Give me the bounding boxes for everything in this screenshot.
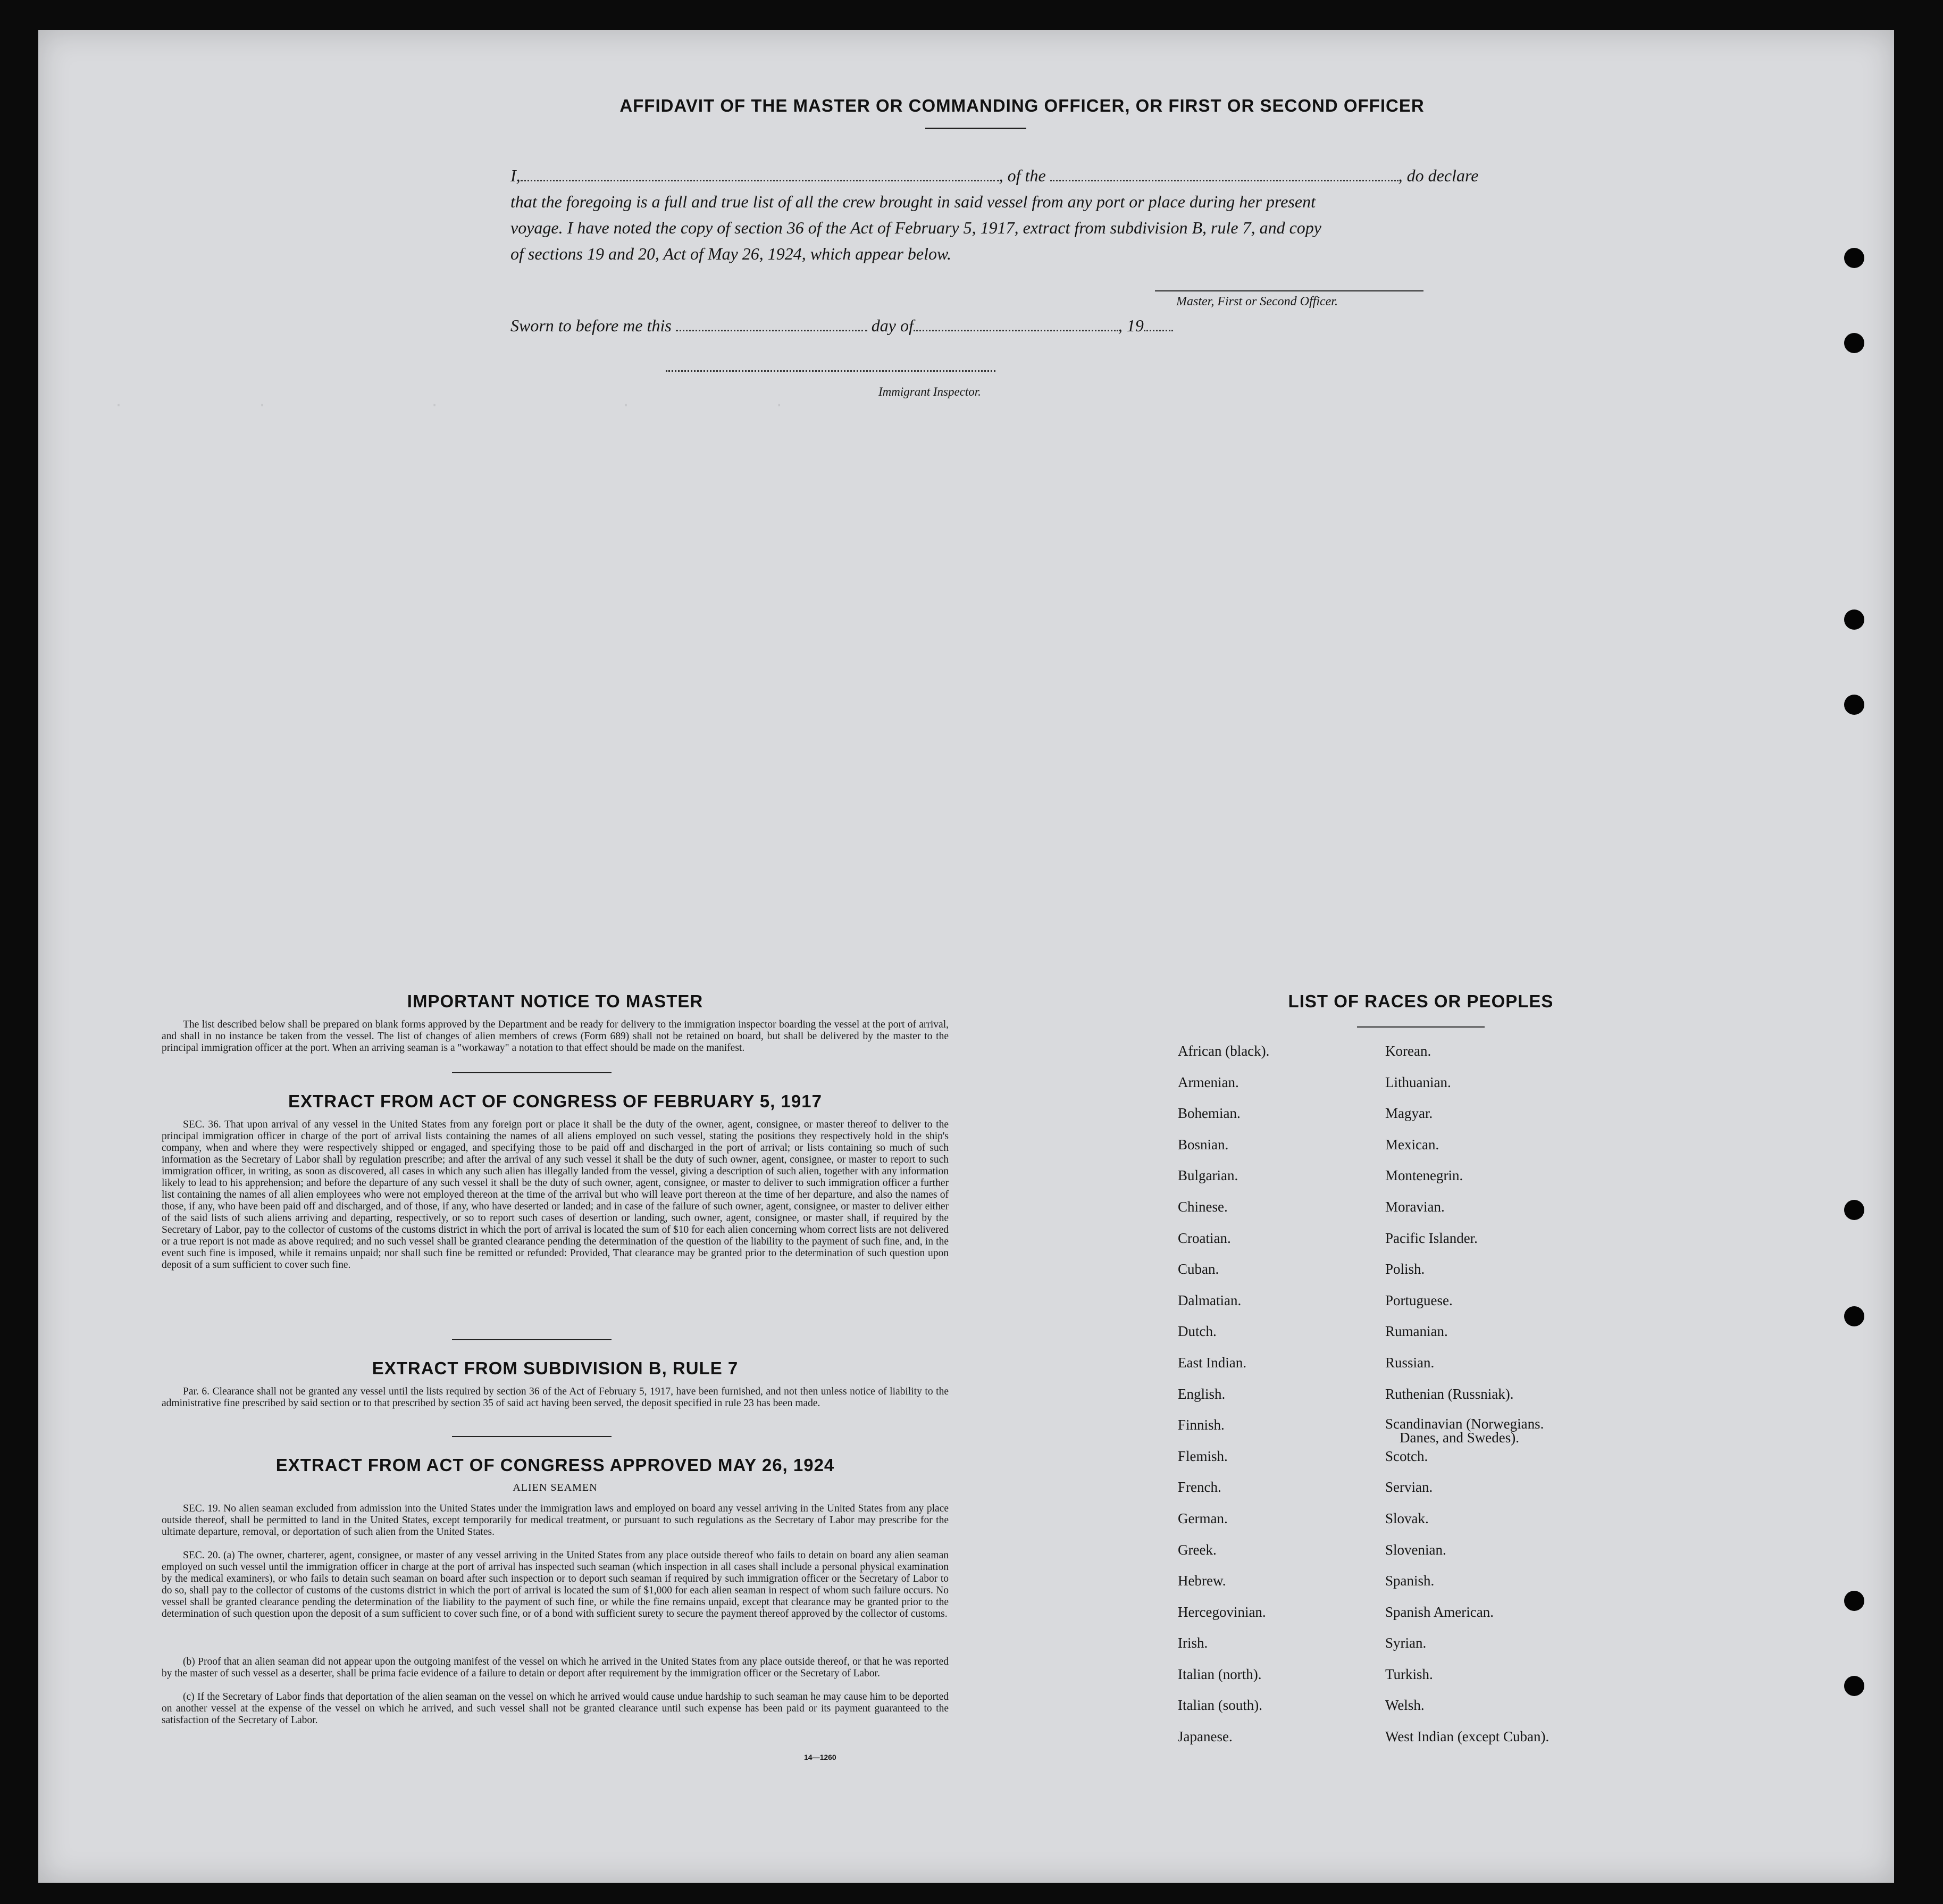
race-item: Bosnian. [1178, 1136, 1229, 1153]
affidavit-title: AFFIDAVIT OF THE MASTER OR COMMANDING OFFICER, OR FIRST OR SECOND OFFICER [619, 96, 1425, 115]
race-item: East Indian. [1178, 1354, 1246, 1371]
extract-1924-subtitle: ALIEN SEAMEN [513, 1482, 598, 1493]
section-rule [452, 1436, 612, 1437]
affidavit-line-2: that the foregoing is a full and true list of all the crew brought in said vessel from any port or place during her present [510, 192, 1316, 211]
race-item: Servian. [1385, 1479, 1433, 1496]
extract-1924-sec20c: (c) If the Secretary of Labor finds that deportation of the alien seaman on the vessel on which he arrived would cause undue hardship to such seaman he may cause him to be deported on another vessel at the expense of the vessel on which he arrived, and such vessel shall not be granted clearance until such expense has been paid or its payment guaranteed to the satisfaction of the Secretary of Labor. [162, 1691, 949, 1726]
race-item: Moravian. [1385, 1198, 1445, 1215]
race-item: Syrian. [1385, 1635, 1427, 1651]
race-item: Finnish. [1178, 1417, 1225, 1433]
race-item: Irish. [1178, 1635, 1208, 1651]
race-item: Chinese. [1178, 1198, 1228, 1215]
race-item: Slovenian. [1385, 1541, 1446, 1558]
race-item: Dutch. [1178, 1323, 1217, 1340]
race-item: Cuban. [1178, 1261, 1219, 1277]
race-item: Montenegrin. [1385, 1167, 1463, 1184]
race-item: Italian (south). [1178, 1697, 1262, 1714]
race-item: Bulgarian. [1178, 1167, 1238, 1184]
race-item: Lithuanian. [1385, 1074, 1451, 1090]
sworn-prefix: Sworn to before me this [510, 316, 672, 335]
binder-hole [1844, 1676, 1864, 1696]
binder-hole [1844, 609, 1864, 630]
races-right-column [1385, 1043, 1662, 1760]
race-item: Mexican. [1385, 1136, 1439, 1153]
sworn-date-blank[interactable] [676, 330, 867, 331]
race-item: Pacific Islander. [1385, 1230, 1478, 1246]
race-item: Hebrew. [1178, 1573, 1226, 1589]
race-item: Russian. [1385, 1354, 1435, 1371]
bleed-through-text: · · · · · [114, 397, 784, 415]
race-item: Welsh. [1385, 1697, 1425, 1714]
sworn-year-blank[interactable] [1144, 330, 1173, 331]
affidavit-body [510, 163, 1537, 267]
master-signature-line[interactable] [1155, 290, 1423, 291]
section-rule [452, 1339, 612, 1340]
race-item: Croatian. [1178, 1230, 1231, 1246]
extract-1917-text: SEC. 36. That upon arrival of any vessel in the United States from any foreign port or place it shall be the duty of the owner, agent, consignee, or master thereof to deliver to the principal immigration officer in charge of the port of arrival lists containing the names of all aliens employed on such vessel, stating the positions they respectively hold in the ship's company, when and where they were respectively shipped or engaged, and specifying those to be paid off and discharged in the port of arrival; or lists containing so much of such information as the Secretary of Labor shall by regulation prescribe; and after the arrival of any such vessel it shall be the duty of such owner, agent, consignee, or master to report to such immigration officer, in writing, as soon as discovered, all cases in which any such alien has illegally landed from the vessel, giving a description of such alien, together with any information likely to lead to his apprehension; and before the departure of any such vessel it shall be the duty of such owner, agent, consignee, or master to deliver to such immigration officer a further list containing the names of all alien employees who were not employed thereon at the time of the arrival but who will leave port thereon at the time of her departure, and also the names of those, if any, who have been paid off and discharged, and of those, if any, who have deserted or landed; and in case of the failure of such owner, agent, consignee, or master to deliver either of the said lists of such aliens arriving and departing, respectively, or so to report such cases of desertion or landing, such owner, agent, consignee, or master shall, if required by the Secretary of Labor, pay to the collector of customs of the customs district in which the port of arrival is located the sum of $10 for each alien concerning whom correct lists are not delivered or a true report is not made as above required; and no such vessel shall be granted clearance pending the determination of the question of the liability to the payment of such fine, and, in the event such fine is imposed, while it remains unpaid; nor shall such fine be remitted or refunded: Provided, That clearance may be granted prior to the determination of such question upon deposit of a sum sufficient to cover such fine. [162, 1119, 949, 1271]
affidavit-declare: , do declare [1398, 166, 1479, 185]
sworn-line [510, 316, 1173, 336]
races-title-rule [1357, 1026, 1485, 1028]
name-blank[interactable] [521, 180, 999, 181]
race-item: Magyar. [1385, 1105, 1433, 1122]
sworn-year: , 19 [1118, 316, 1144, 335]
race-item: Korean. [1385, 1043, 1431, 1059]
race-item: Portuguese. [1385, 1292, 1453, 1308]
race-item: Rumanian. [1385, 1323, 1448, 1340]
race-item: Bohemian. [1178, 1105, 1241, 1122]
section-rule [452, 1072, 612, 1073]
affidavit-i: I, [510, 166, 521, 185]
extract-1917-title: EXTRACT FROM ACT OF CONGRESS OF FEBRUARY 5, 1917 [288, 1091, 822, 1111]
extract-1924-sec19: SEC. 19. No alien seaman excluded from admission into the United States under the immigration laws and employed on board any vessel arriving in the United States from any place outside thereof, shall be permitted to land in the United States, except temporarily for medical treatment, or pursuant to such regulations as the Secretary of Labor may prescribe for the ultimate departure, removal, or deportation of such alien from the United States. [162, 1503, 949, 1538]
race-item: Ruthenian (Russniak). [1385, 1385, 1514, 1402]
race-item: French. [1178, 1479, 1221, 1496]
race-item: Flemish. [1178, 1448, 1228, 1464]
title-rule [925, 128, 1026, 129]
race-item: Turkish. [1385, 1666, 1433, 1682]
form-number: 14—1260 [804, 1753, 836, 1761]
races-left-column [1178, 1043, 1380, 1760]
binder-hole [1844, 333, 1864, 353]
sworn-day-of: day of [871, 316, 914, 335]
inspector-signature-line[interactable] [666, 370, 995, 372]
race-item: German. [1178, 1510, 1228, 1526]
race-item: English. [1178, 1385, 1226, 1402]
race-item: Italian (north). [1178, 1666, 1262, 1682]
race-item: Scandinavian (Norwegians. Danes, and Swedes). [1385, 1416, 1544, 1446]
notice-text: The list described below shall be prepared on blank forms approved by the Department and be ready for delivery to the immigration inspector boarding the vessel at the port of arrival, and shall in no instance be taken from the vessel. The list of changes of alien members of crews (Form 689) shall not be retained on board, but shall be delivered by the master to the principal immigration officer at the port. When an arriving seaman is a "workaway" a notation to that effect should be made on the manifest. [162, 1019, 949, 1054]
extract-1924-sec20a: SEC. 20. (a) The owner, charterer, agent, consignee, or master of any vessel arriving in the United States from any place outside thereof who fails to detain on board any alien seaman employed on such vessel until the immigration officer in charge at the port of arrival has inspected such seaman (which inspection in all cases shall include a personal physical examination by the medical examiners), or who fails to detain such seaman on board after such inspection or to deport such seaman if required by such immigration officer or the Secretary of Labor to do so, shall pay to the collector of customs of the customs district in which the port of arrival is located the sum of $1,000 for each alien seaman in respect of whom such failure occurs. No vessel shall be granted clearance pending the determination of the liability to the payment of such fine, or while the fine remains unpaid, except that clearance may be granted prior to the determination of such question upon the deposit of a sum sufficient to cover such fine, or of a bond with sufficient surety to secure the payment thereof approved by the collector of customs. [162, 1550, 949, 1619]
extract-rule7-title: EXTRACT FROM SUBDIVISION B, RULE 7 [372, 1358, 739, 1378]
vessel-blank[interactable] [1050, 180, 1398, 181]
master-signature-label: Master, First or Second Officer. [1176, 295, 1338, 308]
binder-hole [1844, 1306, 1864, 1326]
race-item: Hercegovinian. [1178, 1604, 1266, 1620]
extract-1924-sec20b: (b) Proof that an alien seaman did not appear upon the outgoing manifest of the vessel on which he arrived in the United States from any place outside thereof, or that he was reported by the master of such vessel as a deserter, shall be prima facie evidence of a failure to detain or deport after requirement by the immigration officer or the Secretary of Labor. [162, 1656, 949, 1679]
race-item: Dalmatian. [1178, 1292, 1242, 1308]
affidavit-line-4: of sections 19 and 20, Act of May 26, 1924, which appear below. [510, 244, 951, 263]
affidavit-of-the: , of the [999, 166, 1046, 185]
race-item: Polish. [1385, 1261, 1425, 1277]
binder-hole [1844, 1591, 1864, 1611]
race-item: West Indian (except Cuban). [1385, 1728, 1550, 1745]
race-item: Armenian. [1178, 1074, 1239, 1090]
inspector-label: Immigrant Inspector. [878, 385, 981, 398]
sworn-month-blank[interactable] [914, 330, 1118, 331]
race-item: Spanish. [1385, 1573, 1435, 1589]
binder-hole [1844, 1200, 1864, 1220]
race-item: Spanish American. [1385, 1604, 1494, 1620]
extract-1924-title: EXTRACT FROM ACT OF CONGRESS APPROVED MAY 26, 1924 [275, 1455, 835, 1475]
extract-rule7-text: Par. 6. Clearance shall not be granted any vessel until the lists required by section 36 of the Act of February 5, 1917, have been furnished, and not then unless notice of liability to the administrative fine prescribed by said section or to that prescribed by section 35 of said act having been served, the deposit specified in rule 23 has been made. [162, 1386, 949, 1409]
document-page [38, 30, 1894, 1883]
binder-hole [1844, 695, 1864, 715]
binder-hole [1844, 248, 1864, 268]
race-item: Japanese. [1178, 1728, 1233, 1745]
race-item: Greek. [1178, 1541, 1217, 1558]
race-item: Slovak. [1385, 1510, 1429, 1526]
races-title: LIST OF RACES OR PEOPLES [1288, 991, 1554, 1011]
race-item: African (black). [1178, 1043, 1270, 1059]
notice-title: IMPORTANT NOTICE TO MASTER [407, 991, 704, 1011]
race-item: Scotch. [1385, 1448, 1428, 1464]
affidavit-line-3: voyage. I have noted the copy of section 36 of the Act of February 5, 1917, extract from subdivision B, rule 7, and copy [510, 218, 1321, 237]
